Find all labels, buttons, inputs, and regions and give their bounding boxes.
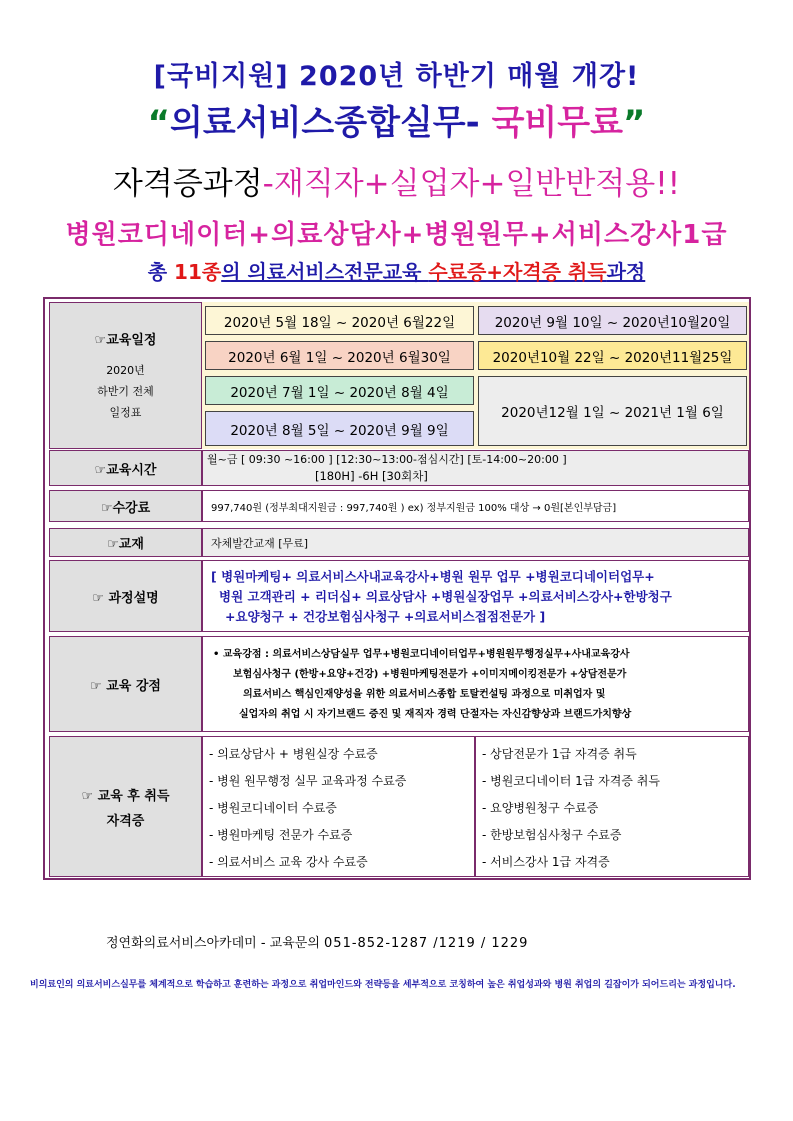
list-item: - 병원코디네이터 1급 자격증 취득: [482, 774, 660, 788]
phone-number: 051-852-1287 /1219 / 1229: [324, 936, 529, 951]
headline-roles: 병원코디네이터+의료상담사+병원원무+서비스강사1급: [65, 220, 728, 250]
schedule-label-cell: [49, 302, 202, 449]
schedule-date: 2020년 8월 5일 ~ 2020년 9월 9일: [205, 411, 474, 446]
list-item: - 의료상담사 + 병원실장 수료증: [209, 747, 378, 761]
course-label-cell: [49, 560, 202, 632]
schedule-date: 2020년 7월 1일 ~ 2020년 8월 4일: [205, 376, 474, 405]
schedule-date: 2020년 6월 1일 ~ 2020년 6월30일: [205, 341, 474, 370]
fee-label: ☞수강료: [100, 500, 151, 516]
hours-label: ☞교육시간: [94, 462, 157, 478]
contact-footer: [106, 932, 528, 951]
strength-content: [202, 636, 749, 732]
fee-value: 997,740원 (정부최대지원금 : 997,740원 ) ex) 정부지원금 100% 대상 → 0원[본인부담금]: [202, 490, 749, 522]
strength-label: ☞ 교육 강점: [90, 678, 161, 694]
course-title: 의료서비스종합실무-: [170, 103, 492, 143]
list-item: - 의료서비스 교육 강사 수료증: [209, 855, 368, 869]
hours-label-cell: [49, 450, 202, 486]
schedule-sub: 일정표: [109, 405, 142, 419]
course-line: +요양청구 + 건강보험심사청구 +의료서비스접점전문가 ]: [225, 609, 546, 624]
course-info-table: [43, 297, 751, 880]
headline-summary: [0, 256, 793, 285]
course-line: [ 병원마케팅+ 의료서비스사내교육강사+병원 원무 업무 +병원코디네이터업무+: [211, 569, 655, 584]
strength-line: 의료서비스 핵심인재양성을 위한 의료서비스종합 토탈컨설팅 과정으로 미취업자 및: [243, 689, 606, 700]
free-badge-text: 국비무료: [491, 103, 623, 143]
certificate-course: 자격증과정: [112, 166, 263, 202]
eligibility: -재직자+실업자+일반반적용!!: [262, 166, 681, 202]
course-description: [202, 560, 749, 632]
strength-line: 보험심사청구 (한방+요양+건강) +병원마케팅전문가 +이미지메이킹전문가 +상담전문가: [233, 669, 627, 680]
schedule-date: 2020년 5월 18일 ~ 2020년 6월22일: [205, 306, 474, 335]
schedule-date: 2020년10월 22일 ~ 2020년11월25일: [478, 341, 747, 370]
summary-highlight: 수료증+자격증 취득: [428, 260, 607, 284]
fee-label-cell: [49, 490, 202, 522]
certs-label-cell: [49, 736, 202, 877]
list-item: - 병원코디네이터 수료증: [209, 801, 337, 815]
list-item: - 병원마케팅 전문가 수료증: [209, 828, 353, 842]
hours-line: [180H] -6H [30회차]: [315, 469, 428, 483]
hours-value-cell: [202, 450, 749, 486]
academy-name: 정연화의료서비스아카데미 - 교육문의: [106, 936, 325, 951]
certs-label: 자격증: [106, 813, 145, 829]
list-item: - 서비스강사 1급 자격증: [482, 855, 610, 869]
list-item: - 한방보험심사청구 수료증: [482, 828, 622, 842]
summary-part: 의 의료서비스전문교육: [221, 260, 429, 284]
course-line: 병원 고객관리 + 리더십+ 의료상담사 +병원실장업무 +의료서비스강사+한방청구: [219, 589, 672, 604]
schedule-sub: 하반기 전체: [97, 384, 154, 398]
certs-label: ☞ 교육 후 취득: [81, 788, 170, 804]
material-value: 자체발간교재 [무료]: [202, 528, 749, 557]
headline-certificate: [0, 158, 793, 203]
schedule-label: ☞교육일정: [94, 332, 157, 348]
strength-label-cell: [49, 636, 202, 732]
headline-course-title: [0, 95, 793, 144]
summary-part: 과정: [606, 260, 646, 284]
certs-left-list: [202, 736, 475, 877]
material-label: ☞교재: [107, 537, 144, 552]
list-item: - 요양병원청구 수료증: [482, 801, 599, 815]
hours-line: 월~금 [ 09:30 ~16:00 ] [12:30~13:00-점심시간] [토-14:00~20:00 ]: [207, 453, 567, 466]
material-label-cell: [49, 528, 202, 557]
headline-subsidy: [국비지원] 2020년 하반기 매월 개강!: [153, 61, 640, 92]
list-item: - 상담전문가 1급 자격증 취득: [482, 747, 637, 761]
summary-part: 총: [147, 260, 175, 284]
strength-line: 실업자의 취업 시 자기브랜드 증진 및 재직자 경력 단절자는 자신감향상과 브랜드가치향상: [239, 709, 632, 720]
course-label: ☞ 과정설명: [92, 590, 159, 606]
open-quote: “: [147, 103, 171, 143]
schedule-date: 2020년 9월 10일 ~ 2020년10월20일: [478, 306, 747, 335]
course-note: 비의료인의 의료서비스실무를 체계적으로 학습하고 훈련하는 과정으로 취업마인드와 전략등을 세부적으로 코칭하여 높은 취업성과와 병원 취업의 길잡이가 되어드리는 과정입니다.: [30, 980, 736, 990]
list-item: - 병원 원무행정 실무 교육과정 수료증: [209, 774, 407, 788]
close-quote: ”: [622, 103, 646, 143]
strength-line: • 교육강점 : 의료서비스상담실무 업무+병원코디네이터업무+병원원무행정실무+사내교육강사: [213, 649, 630, 660]
schedule-sub: 2020년: [106, 363, 145, 377]
certs-right-list: [475, 736, 749, 877]
schedule-date: 2020년12월 1일 ~ 2021년 1월 6일: [478, 376, 747, 446]
summary-count: 11종: [174, 260, 222, 284]
